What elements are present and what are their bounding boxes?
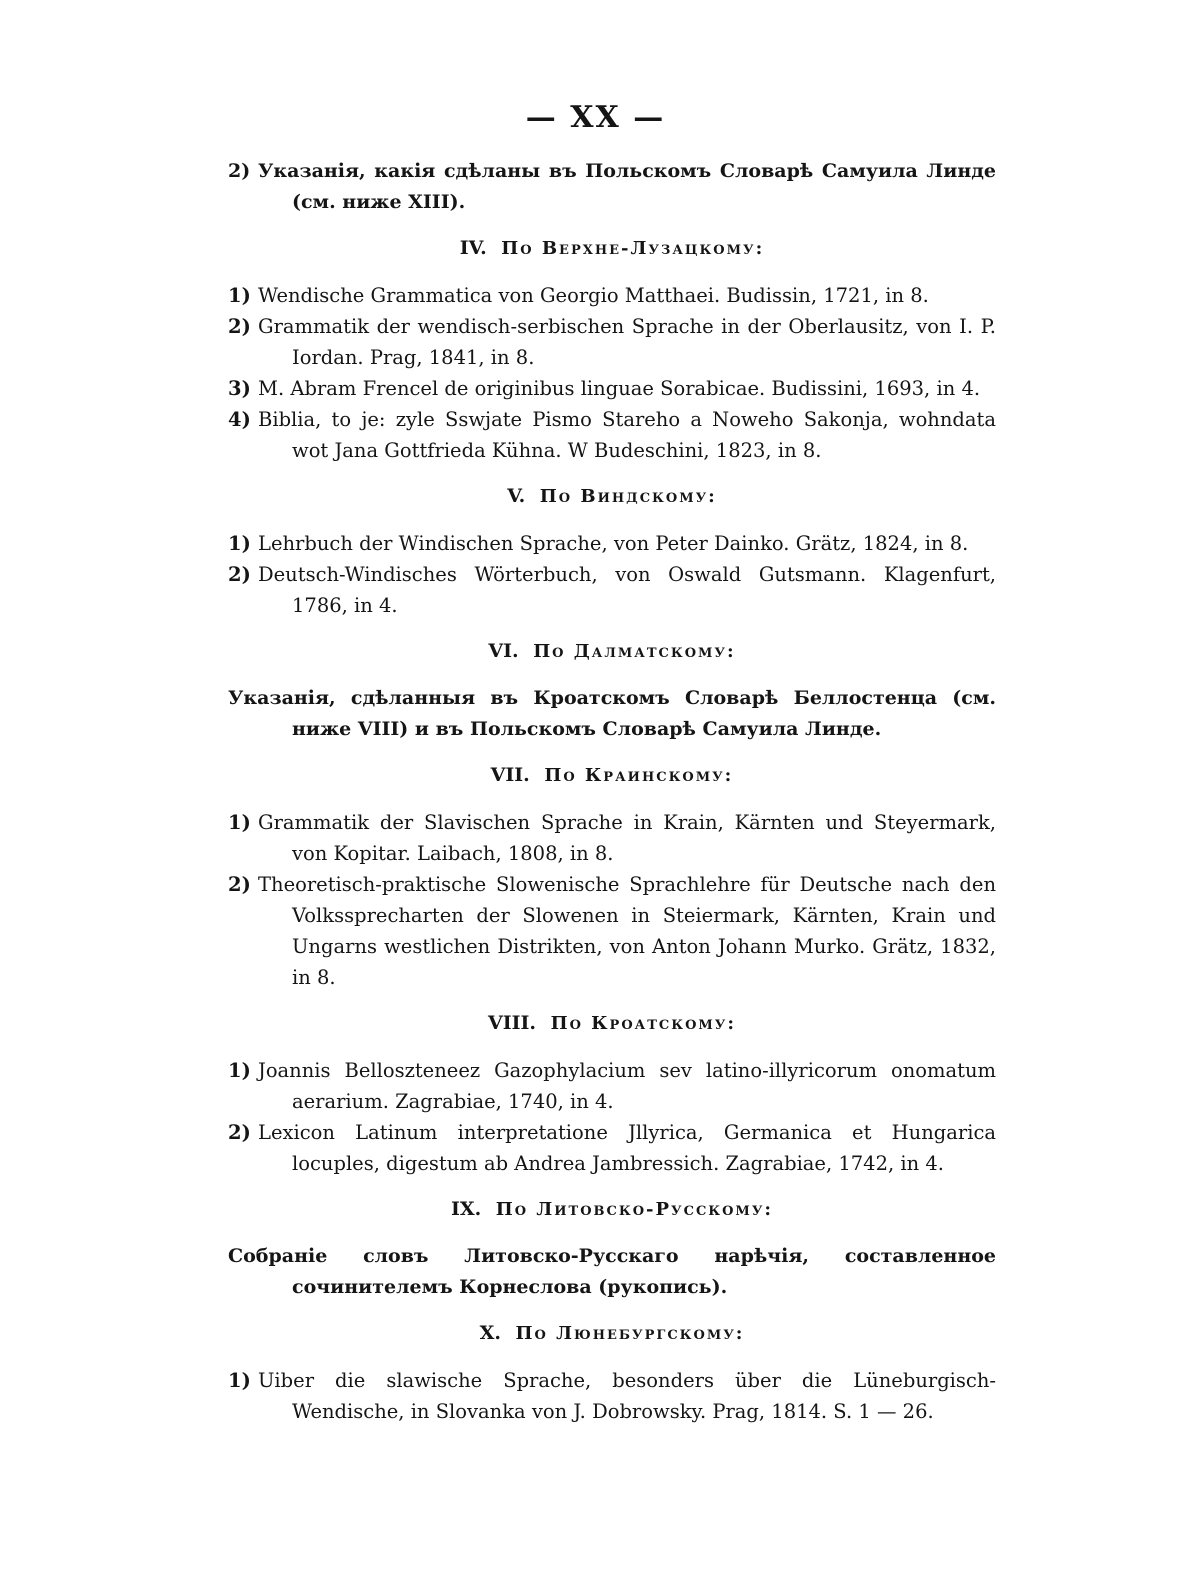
section-heading (228, 1011, 996, 1036)
section-x (228, 1321, 996, 1427)
section-roman-numeral: V. (507, 485, 526, 507)
list-item (228, 528, 996, 559)
item-text: Grammatik der wendisch-serbischen Sprache in der Oberlausitz, von I. P. Iordan. Prag, 1841, in 8. (258, 315, 996, 369)
section-roman-numeral: IX. (450, 1198, 482, 1220)
item-text: Grammatik der Slavischen Sprache in Krain, Kärnten und Steyermark, von Kopitar. Laibach, 1808, in 8. (258, 811, 996, 865)
section-ix (228, 1197, 996, 1303)
section-roman-numeral: VIII. (488, 1012, 537, 1034)
item-text: Joannis Belloszteneez Gazophylacium sev latino-illyricorum onomatum aerarium. Zagrabiae, 1740, in 4. (258, 1059, 996, 1113)
item-number: 2) (228, 160, 251, 182)
section-v (228, 484, 996, 621)
item-number: 1) (228, 1369, 251, 1392)
section-heading (228, 1321, 996, 1346)
item-text: Указанія, какія сдѣланы въ Польскомъ Словарѣ Самуила Линде (см. ниже XIII). (258, 160, 996, 213)
list-item (228, 1241, 996, 1303)
item-number: 3) (228, 377, 251, 400)
page-number: — XX — (525, 100, 666, 135)
section-vi (228, 639, 996, 745)
section-roman-numeral: X. (479, 1322, 501, 1344)
list-item (228, 404, 996, 466)
section-title: По Литовско-Русскому: (495, 1199, 774, 1220)
item-number: 1) (228, 284, 251, 307)
section-iv (228, 236, 996, 466)
section-title: По Далматскому: (533, 641, 736, 662)
item-number: 2) (228, 315, 251, 338)
section-roman-numeral: IV. (459, 237, 487, 259)
item-text: Lexicon Latinum interpretatione Jllyrica, Germanica et Hungarica locuples, digestum ab Andrea Jambressich. Zagrabiae, 1742, in 4. (258, 1121, 996, 1175)
item-text: Biblia, to je: zyle Sswjate Pismo Stareho a Noweho Sakonja, wohndata wot Jana Gottfrieda Kühna. W Budeschini, 1823, in 8. (258, 408, 996, 462)
section-title: По Краинскому: (544, 765, 734, 786)
item-number: 2) (228, 873, 251, 896)
section-title: По Верхне-Лузацкому: (501, 238, 765, 259)
item-number: 1) (228, 1059, 251, 1082)
section-heading (228, 1197, 996, 1222)
item-number: 4) (228, 408, 251, 431)
list-item (228, 311, 996, 373)
item-number: 1) (228, 811, 251, 834)
item-text: Deutsch-Windisches Wörterbuch, von Oswald Gutsmann. Klagenfurt, 1786, in 4. (258, 563, 996, 617)
page-content (228, 156, 996, 1427)
item-text: Указанія, сдѣланныя въ Кроатскомъ Словарѣ Беллостенца (см. ниже VIII) и въ Польскомъ Словарѣ Самуила Линде. (228, 687, 996, 740)
item-text: Theoretisch-praktische Slowenische Sprachlehre für Deutsche nach den Volkssprecharten der Slowenen in Steiermark, Kärnten, Krain und Ungarns westlichen Distrikten, von Anton Johann Murko. Grätz, 1832, in 8. (258, 873, 996, 989)
section-vii (228, 763, 996, 993)
section-heading (228, 484, 996, 509)
section-heading (228, 763, 996, 788)
section-title: По Люнебургскому: (515, 1323, 745, 1344)
list-item (228, 807, 996, 869)
item-number: 2) (228, 563, 251, 586)
list-item (228, 280, 996, 311)
section-title: По Виндскому: (539, 486, 717, 507)
section-roman-numeral: VI. (488, 640, 519, 662)
section-roman-numeral: VII. (490, 764, 530, 786)
item-text: Lehrbuch der Windischen Sprache, von Peter Dainko. Grätz, 1824, in 8. (258, 532, 969, 555)
item-number: 2) (228, 1121, 251, 1144)
item-text: Wendische Grammatica von Georgio Matthaei. Budissin, 1721, in 8. (258, 284, 929, 307)
list-item (228, 1365, 996, 1427)
section-heading (228, 639, 996, 664)
item-text: Uiber die slawische Sprache, besonders über die Lüneburgisch-Wendische, in Slovanka von J. Dobrowsky. Prag, 1814. S. 1 — 26. (258, 1369, 996, 1423)
item-number: 1) (228, 532, 251, 555)
section-viii (228, 1011, 996, 1179)
list-item (228, 1055, 996, 1117)
list-item (228, 373, 996, 404)
list-item (228, 1117, 996, 1179)
section-title: По Кроатскому: (550, 1013, 736, 1034)
list-item (228, 156, 996, 218)
item-text: Собраніе словъ Литовско-Русскаго нарѣчія, составленное сочинителемъ Корнеслова (рукопись). (228, 1245, 996, 1298)
list-item (228, 683, 996, 745)
list-item (228, 559, 996, 621)
section-continuation (228, 156, 996, 218)
item-text: M. Abram Frencel de originibus linguae Sorabicae. Budissini, 1693, in 4. (258, 377, 981, 400)
list-item (228, 869, 996, 993)
section-heading (228, 236, 996, 261)
